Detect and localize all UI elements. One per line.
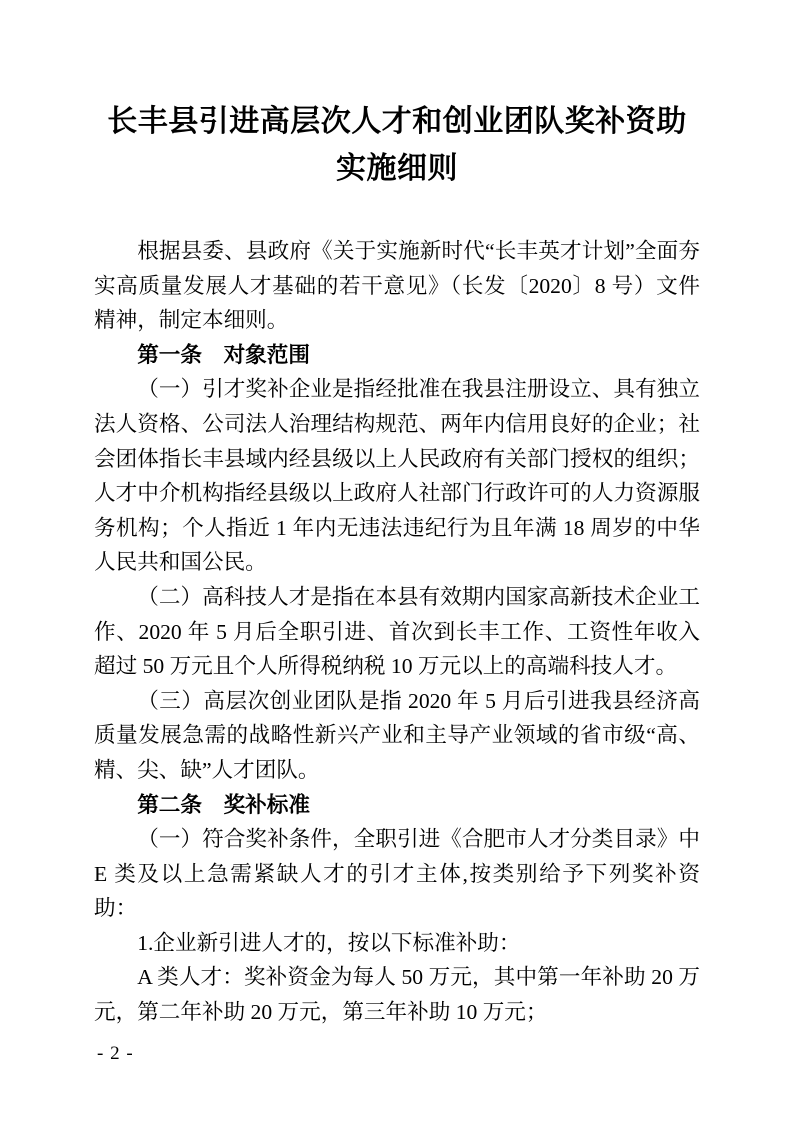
- document-content: [94, 0, 700, 1030]
- paragraph-article2-sub1: 1.企业新引进人才的，按以下标准补助：: [137, 930, 521, 955]
- paragraph-basis: 根据县委、县政府《关于实施新时代“长丰英才计划”全面夯实高质量发展人才基础的若干意见》（长发〔2020〕8 号）文件精神，制定本细则。: [94, 239, 700, 333]
- title-line-2: 实施细则: [336, 152, 458, 185]
- paragraph-article1-item3: （三）高层次创业团队是指 2020 年 5 月后引进我县经济高质量发展急需的战略性新兴产业和主导产业领域的省市级“高、精、尖、缺”人才团队。: [94, 688, 700, 782]
- title-line-1: 长丰县引进高层次人才和创业团队奖补资助: [107, 105, 687, 138]
- page-number: - 2 -: [97, 1043, 134, 1064]
- section-heading-article-2: 第二条 奖补标准: [137, 791, 310, 817]
- section-heading-article-1: 第一条 对象范围: [137, 341, 310, 367]
- paragraph-article1-item2: （二）高科技人才是指在本县有效期内国家高新技术企业工作、2020 年 5 月后全职引进、首次到长丰工作、工资性年收入超过 50 万元且个人所得税纳税 10 万元以上的高端科技人才。: [94, 584, 700, 679]
- paragraph-article2-class-a: A 类人才：奖补资金为每人 50 万元，其中第一年补助 20 万元，第二年补助 20 万元，第三年补助 10 万元；: [94, 965, 700, 1025]
- paragraph-article1-item1: （一）引才奖补企业是指经批准在我县注册设立、具有独立法人资格、公司法人治理结构规范、两年内信用良好的企业；社会团体指长丰县域内经县级以上人民政府有关部门授权的组织；人才中介机构指经县级以上政府人社部门行政许可的人力资源服务机构；个人指近 1 年内无违法违纪行为且年满 18 周岁的中华人民共和国公民。: [94, 377, 700, 575]
- document-title: [94, 0, 700, 192]
- paragraph-article2-item1: （一）符合奖补条件，全职引进《合肥市人才分类目录》中 E 类及以上急需紧缺人才的引才主体,按类别给予下列奖补资助：: [94, 827, 700, 921]
- document-body: [94, 234, 700, 1030]
